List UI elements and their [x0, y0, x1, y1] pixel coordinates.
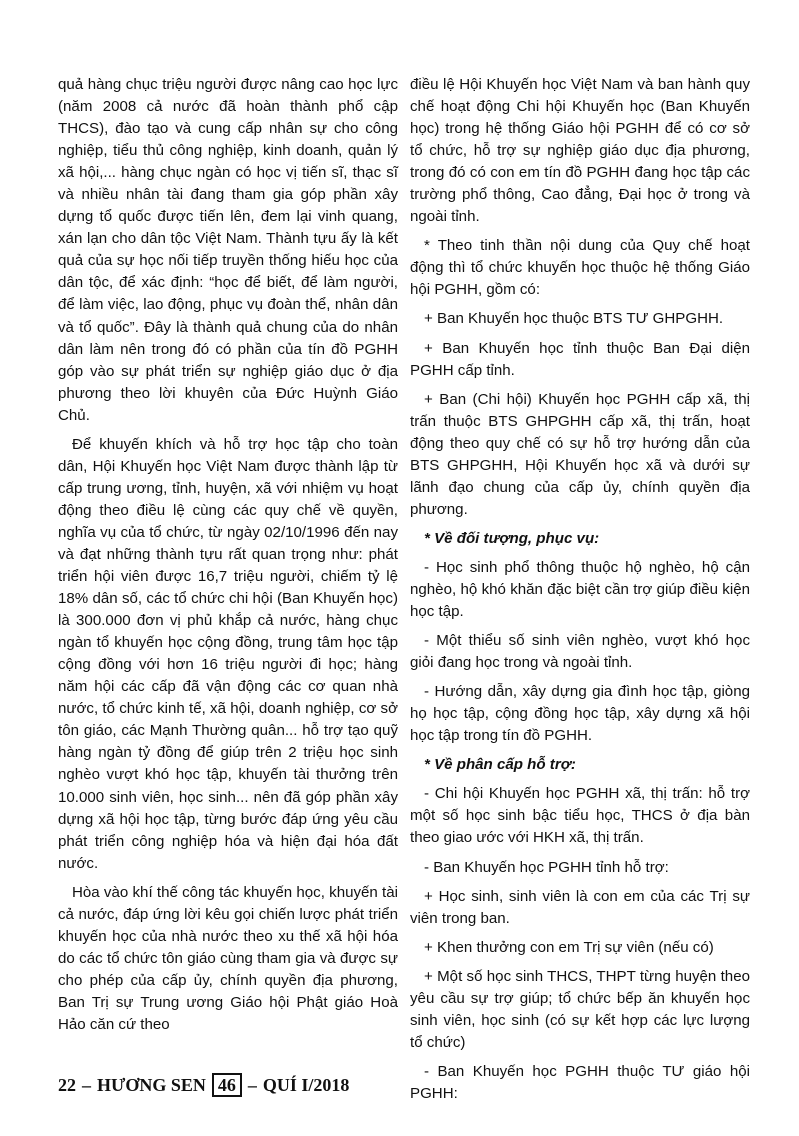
right-paragraph-6: - Học sinh phổ thông thuộc hộ nghèo, hộ cận nghèo, hộ khó khăn đặc biệt cần trợ giúp điều kiện học tập. — [410, 558, 750, 621]
right-paragraph-9: - Chi hội Khuyến học PGHH xã, thị trấn: hỗ trợ một số học sinh bậc tiểu học, THCS ở địa bàn theo giao ước với HKH xã, thị trấn. — [410, 785, 750, 847]
publication-title: HƯƠNG SEN — [97, 1074, 206, 1095]
page-footer — [58, 1073, 349, 1097]
right-paragraph-8: - Hướng dẫn, xây dựng gia đình học tập, giòng họ học tập, cộng đồng học tập, xây dựng xã hội học tập trong tín đồ PGHH. — [410, 683, 750, 745]
right-paragraph-7: - Một thiểu số sinh viên nghèo, vượt khó học giỏi đang học trong và ngoài tỉnh. — [410, 632, 750, 672]
issue-number: 46 — [212, 1073, 242, 1097]
footer-dash-2: – — [247, 1074, 257, 1095]
right-paragraph-1: điều lệ Hội Khuyến học Việt Nam và ban hành quy chế hoạt động Chi hội Khuyến học (Ban Khuyến học) trong hệ thống Giáo hội PGHH để có cơ sở tổ chức, hỗ trợ sự nghiệp giáo dục địa phương, trong đó có con em tín đồ PGHH đang học tập các trường phổ thông, Cao đẳng, Đại học ở trong và ngoài tỉnh. — [410, 76, 750, 226]
right-paragraph-13: + Một số học sinh THCS, THPT từng huyện theo yêu cầu sự trợ giúp; tổ chức bếp ăn khuyến học sinh viên, học sinh (có sự kết hợp các lực lượng tổ chức) — [410, 967, 750, 1051]
left-paragraph-2: Để khuyến khích và hỗ trợ học tập cho toàn dân, Hội Khuyến học Việt Nam được thành lập từ cấp trung ương, tỉnh, huyện, xã với nhiệm vụ hoạt động theo điều lệ cùng các quy chế về quyền, nghĩa vụ của tổ chức, từ ngày 02/10/1996 đến nay và đạt những thành tựu rất quan trọng như: phát triển hội viên được 16,7 triệu người, chiếm tỷ lệ 18% dân số, các tổ chức chi hội (Ban Khuyến học) là 300.000 đơn vị phủ khắp cả nước, hàng chục ngàn tổ khuyến học cộng đồng, trung tâm học tập cộng đồng với hơn 16 triệu người đi học; hàng năm hội các cấp đã vận động các cơ quan nhà nước, tổ chức kinh tế, xã hội, doanh nghiệp, cơ sở tôn giáo, các Mạnh Thường quân... hỗ trợ tạo quỹ hàng ngàn tỷ đồng để giúp trên 2 triệu học sinh nghèo vượt khó học tập, khuyến tài thưởng trên 10.000 sinh viên, học sinh... nên đã góp phần xây dựng xã hội học tập, từng bước đáp ứng yêu cầu phát triển công nghiệp hóa và hiện đại hóa đất nước. — [58, 435, 398, 872]
right-paragraph-4: + Ban Khuyến học tỉnh thuộc Ban Đại diện PGHH cấp tỉnh. — [410, 339, 750, 379]
right-paragraph-3: + Ban Khuyến học thuộc BTS TƯ GHPGHH. — [424, 310, 724, 328]
right-paragraph-10: - Ban Khuyến học PGHH tỉnh hỗ trợ: — [424, 858, 669, 876]
right-paragraph-2: * Theo tinh thần nội dung của Quy chế hoạt động thì tổ chức khuyến học thuộc hệ thống Giáo hội PGHH, gồm có: — [410, 237, 750, 299]
right-paragraph-14: - Ban Khuyến học PGHH thuộc TƯ giáo hội PGHH: — [410, 1062, 750, 1102]
section-heading-support-levels: * Về phân cấp hỗ trợ: — [424, 756, 576, 774]
right-column — [410, 74, 750, 1112]
section-heading-beneficiaries: * Về đối tượng, phục vụ: — [424, 529, 600, 547]
right-paragraph-12: + Khen thưởng con em Trị sự viên (nếu có) — [424, 938, 714, 956]
issue-period: QUÍ I/2018 — [262, 1074, 350, 1095]
right-paragraph-5: + Ban (Chi hội) Khuyến học PGHH cấp xã, thị trấn thuộc BTS GHPGHH cấp xã, thị trấn, hoạt động theo quy chế có sự hỗ trợ hướng dẫn của BTS GHPGHH, Hội Khuyến học xã và dưới sự lãnh đạo chung của cấp ủy, chính quyền địa phương. — [410, 390, 750, 518]
left-column — [58, 74, 398, 1043]
left-paragraph-3: Hòa vào khí thế công tác khuyến học, khuyến tài cả nước, đáp ứng lời kêu gọi chiến lược phát triển khuyến học của nhà nước theo xu thế xã hội hóa do các tổ chức tôn giáo cùng tham gia và được sự cho phép của cấp ủy, chính quyền địa phương, Ban Trị sự Trung ương Giáo hội Phật giáo Hoà Hảo căn cứ theo — [58, 883, 398, 1033]
right-paragraph-11: + Học sinh, sinh viên là con em của các Trị sự viên trong ban. — [410, 887, 750, 927]
footer-dash-1: – — [82, 1074, 91, 1095]
page-number: 22 — [58, 1074, 76, 1095]
left-paragraph-1: quả hàng chục triệu người được nâng cao học lực (năm 2008 cả nước đã hoàn thành phổ cập THCS), đào tạo và cung cấp nhân sự cho công nghiệp, tiểu thủ công nghiệp, kinh doanh, quản lý xã hội,... hàng chục ngàn có học vị tiến sĩ, thạc sĩ và nhiều nhân tài đang tham gia góp phần xây dựng tổ quốc được tiến lên, đem lại vinh quang, xán lạn cho dân tộc Việt Nam. Thành tựu ấy là kết quả của sự học nối tiếp truyền thống hiếu học của dân tộc, để xác định: “học để biết, để làm người, để làm việc, lao động, phục vụ đoàn thể, nhân dân và tổ quốc”. Đây là thành quả chung của do nhân dân làm nên trong đó có phần của tín đồ PGHH góp vào sự phát triển sự nghiệp giáo dục ở địa phương theo lời khuyên của Đức Huỳnh Giáo Chủ. — [58, 76, 398, 424]
